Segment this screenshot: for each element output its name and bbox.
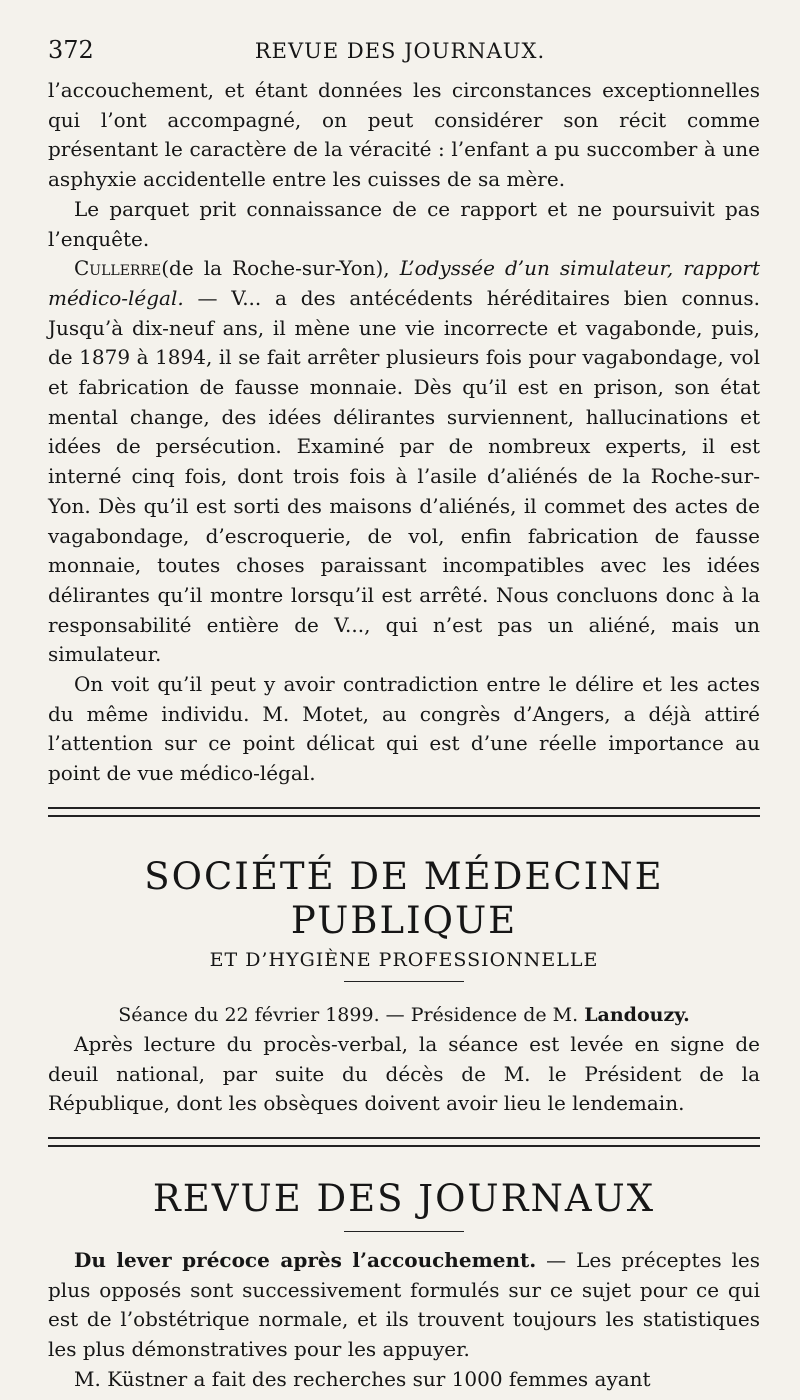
paragraph-1: l’accouchement, et étant données les circonstances exceptionnelles qui l’ont accompagné, on peut considérer son récit comme présentant le caractère de la véracité : l’enfant a pu succomber à une asphyxie accidentelle entre les cuisses de sa mère. [48,78,760,192]
section-subtitle: ET D’HYGIÈNE PROFESSIONNELLE [209,948,599,971]
article-title: L’odyssée d’un simulateur, rapport médico-légal. [48,256,760,310]
journal-last-line: M. Küstner a fait des recherches sur 1000 femmes ayant [74,1366,651,1391]
short-rule [344,981,464,982]
paragraph-2: Le parquet prit connaissance de ce rapport et ne poursuivit pas l’enquête. [48,196,760,251]
journal-text: — Les préceptes les plus opposés sont successivement formulés sur ce sujet pour ce qui est de l’obstétrique normale, et ils trouvent toujours les statistiques les plus démonstratives pour les appuyer. [48,1247,761,1362]
president-name: Landouzy. [584,1003,690,1026]
author-name: Cullerre [74,256,162,281]
seance-paragraph: Après lecture du procès-verbal, la séance est levée en signe de deuil national, par suite du décès de M. le Président de la République, dont les obsèques doivent avoir lieu le lendemain. [48,1031,760,1116]
section-title: SOCIÉTÉ DE MÉDECINE PUBLIQUE [144,854,664,942]
short-rule [344,1231,464,1232]
section-title: REVUE DES JOURNAUX [152,1176,656,1220]
page-body [48,76,760,1395]
paragraph-3-text: — V... a des antécédents héréditaires bien connus. Jusqu’à dix-neuf ans, il mène une vie incorrecte et vagabonde, puis, de 1879 à 1894, il se fait arrêter plusieurs fois pour vagabondage, vol et fabrication de fausse monnaie. Dès qu’il est en prison, son état mental change, des idées délirantes surviennent, hallucinations et idées de persécution. Examiné par de nombreux experts, il est interné cinq fois, dont trois fois à l’asile d’aliénés de la Roche-sur-Yon. Dès qu’il est sorti des maisons d’aliénés, il commet des actes de vagabondage, d’escroquerie, de vol, enfin fabrication de fausse monnaie, toutes choses paraissant incompatibles avec les idées délirantes qu’il montre lorsqu’il est arrêté. Nous concluons donc à la responsabilité entière de V..., qui n’est pas un aliéné, mais un simulateur. [48,285,760,667]
author-place: (de la Roche-sur-Yon), [161,256,390,281]
paragraph-4: On voit qu’il peut y avoir contradiction entre le délire et les actes du même individu. M. Motet, au congrès d’Angers, a déjà attiré l’attention sur ce point délicat qui est d’une réelle importance au point de vue médico-légal. [48,672,760,786]
seance-text: Séance du 22 février 1899. — Présidence de M. [118,1003,579,1026]
seance-line [48,1000,760,1030]
journal-lead: Du lever précoce après l’accouchement. [74,1247,537,1272]
paragraph-3 [48,254,760,670]
journal-paragraph [48,1246,760,1365]
page-header [40,36,760,70]
double-rule [48,807,760,817]
running-title: REVUE DES JOURNAUX. [254,39,546,63]
page-number: 372 [48,36,94,64]
double-rule [48,1137,760,1147]
